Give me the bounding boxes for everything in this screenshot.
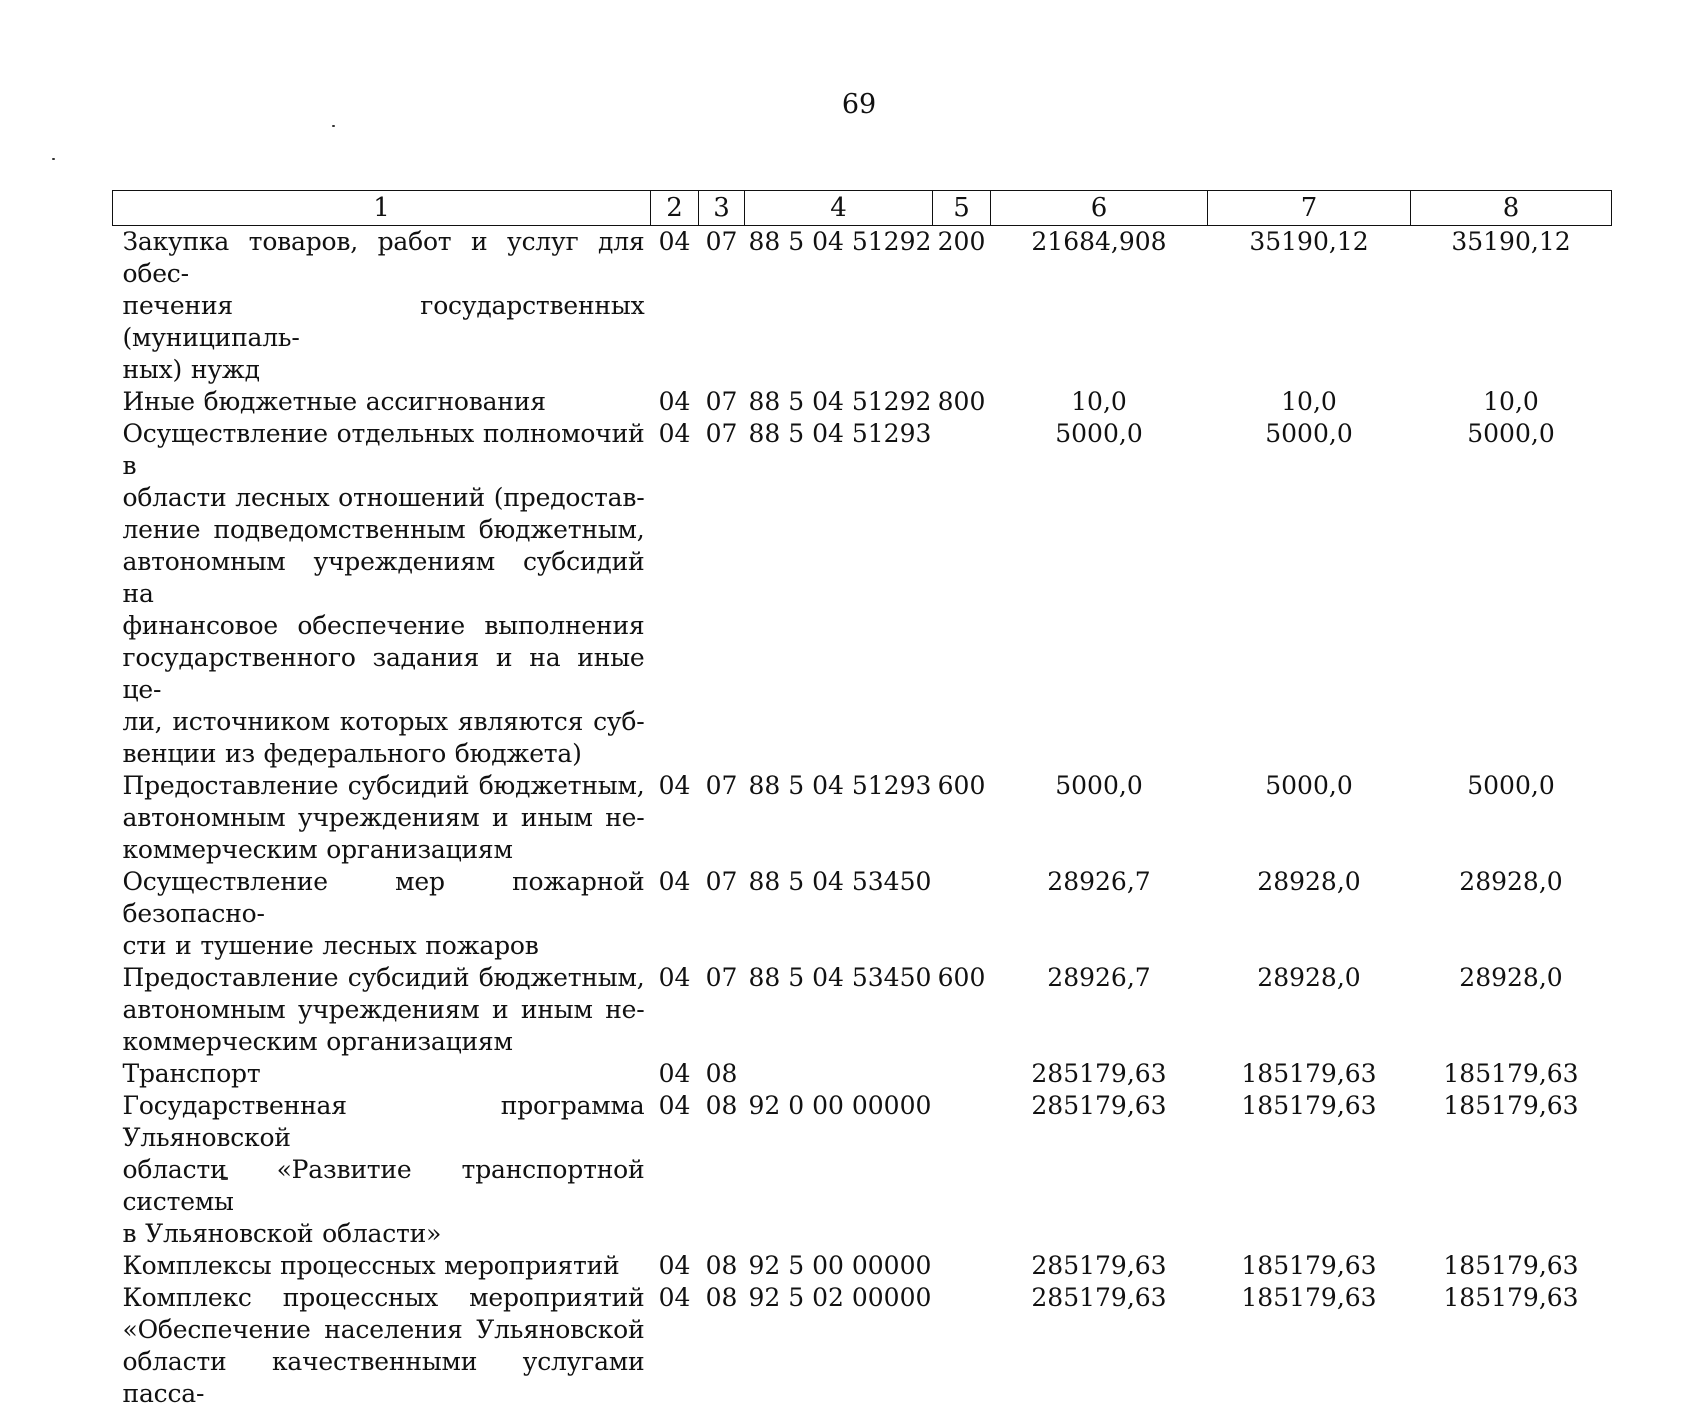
header-cell: 3: [699, 191, 745, 226]
page-number: 69: [0, 90, 1696, 120]
row-name-line: «Обеспечение населения Ульяновской: [123, 1314, 645, 1346]
expense-type-code: 600: [933, 770, 991, 866]
amount-col-8: 185179,63: [1411, 1250, 1612, 1282]
row-name-line: коммерческим организациям: [123, 834, 645, 866]
row-name: [113, 386, 651, 418]
amount-col-6: 5000,0: [991, 770, 1208, 866]
amount-col-8: 185179,63: [1411, 1090, 1612, 1250]
subsection-code: 07: [699, 386, 745, 418]
section-code: 04: [651, 1282, 699, 1410]
row-name-line: финансовое обеспечение выполнения: [123, 610, 645, 642]
amount-col-7: 185179,63: [1208, 1282, 1411, 1410]
amount-col-6: 285179,63: [991, 1250, 1208, 1282]
row-name-line: Предоставление субсидий бюджетным,: [123, 770, 645, 802]
section-code: 04: [651, 1090, 699, 1250]
subsection-code: 07: [699, 418, 745, 770]
budget-table: [112, 190, 1612, 1410]
row-name-line: Предоставление субсидий бюджетным,: [123, 962, 645, 994]
target-article-code: 92 5 02 00000: [745, 1282, 933, 1410]
table-row: [113, 770, 1612, 866]
row-name-line: сти и тушение лесных пожаров: [123, 930, 645, 962]
row-name-line: области лесных отношений (предостав-: [123, 482, 645, 514]
row-name-line: автономным учреждениям субсидий на: [123, 546, 645, 610]
header-cell: 6: [991, 191, 1208, 226]
subsection-code: 08: [699, 1058, 745, 1090]
amount-col-7: 185179,63: [1208, 1250, 1411, 1282]
row-name-line: ных) нужд: [123, 354, 645, 386]
section-code: 04: [651, 962, 699, 1058]
table-row: [113, 962, 1612, 1058]
amount-col-8: 28928,0: [1411, 866, 1612, 962]
row-name-line: автономным учреждениям и иным не-: [123, 802, 645, 834]
row-name-line: ление подведомственным бюджетным,: [123, 514, 645, 546]
amount-col-7: 5000,0: [1208, 770, 1411, 866]
amount-col-8: 28928,0: [1411, 962, 1612, 1058]
table-body: [113, 226, 1612, 1410]
row-name: [113, 1058, 651, 1090]
row-name: [113, 866, 651, 962]
row-name-line: автономным учреждениям и иным не-: [123, 994, 645, 1026]
row-name-line: Закупка товаров, работ и услуг для обес-: [123, 226, 645, 290]
target-article-code: 92 0 00 00000: [745, 1090, 933, 1250]
amount-col-7: 5000,0: [1208, 418, 1411, 770]
expense-type-code: 800: [933, 386, 991, 418]
target-article-code: 92 5 00 00000: [745, 1250, 933, 1282]
table-row: [113, 1058, 1612, 1090]
amount-col-7: 10,0: [1208, 386, 1411, 418]
row-name-line: государственного задания и на иные це-: [123, 642, 645, 706]
row-name: [113, 1090, 651, 1250]
row-name-line: коммерческим организациям: [123, 1026, 645, 1058]
subsection-code: 08: [699, 1090, 745, 1250]
target-article-code: 88 5 04 51292: [745, 386, 933, 418]
row-name-line: Иные бюджетные ассигнования: [123, 386, 645, 418]
row-name-line: Государственная программа Ульяновской: [123, 1090, 645, 1154]
amount-col-6: 5000,0: [991, 418, 1208, 770]
row-name-line: Транспорт: [123, 1058, 645, 1090]
subsection-code: 07: [699, 962, 745, 1058]
target-article-code: [745, 1058, 933, 1090]
section-code: 04: [651, 386, 699, 418]
amount-col-7: 185179,63: [1208, 1058, 1411, 1090]
table-row: [113, 1250, 1612, 1282]
row-name-line: области «Развитие транспортной системы: [123, 1154, 645, 1218]
expense-type-code: [933, 1282, 991, 1410]
row-name-line: печения государственных (муниципаль-: [123, 290, 645, 354]
amount-col-8: 185179,63: [1411, 1282, 1612, 1410]
target-article-code: 88 5 04 53450: [745, 962, 933, 1058]
section-code: 04: [651, 226, 699, 387]
row-name-line: области качественными услугами пасса-: [123, 1346, 645, 1410]
amount-col-7: 185179,63: [1208, 1090, 1411, 1250]
row-name: [113, 1250, 651, 1282]
amount-col-8: 35190,12: [1411, 226, 1612, 387]
amount-col-6: 285179,63: [991, 1282, 1208, 1410]
table-row: [113, 1090, 1612, 1250]
table-row: [113, 386, 1612, 418]
amount-col-8: 5000,0: [1411, 770, 1612, 866]
header-cell: 4: [745, 191, 933, 226]
expense-type-code: [933, 866, 991, 962]
amount-col-6: 21684,908: [991, 226, 1208, 387]
amount-col-7: 28928,0: [1208, 962, 1411, 1058]
header-cell: 8: [1411, 191, 1612, 226]
target-article-code: 88 5 04 53450: [745, 866, 933, 962]
expense-type-code: 600: [933, 962, 991, 1058]
row-name-line: в Ульяновской области»: [123, 1218, 645, 1250]
row-name: [113, 1282, 651, 1410]
header-cell: 2: [651, 191, 699, 226]
row-name: [113, 418, 651, 770]
subsection-code: 08: [699, 1282, 745, 1410]
amount-col-6: 285179,63: [991, 1090, 1208, 1250]
section-code: 04: [651, 1058, 699, 1090]
expense-type-code: [933, 1090, 991, 1250]
scan-speck: [52, 158, 55, 160]
scan-speck: [332, 125, 335, 127]
row-name-line: Осуществление мер пожарной безопасно-: [123, 866, 645, 930]
section-code: 04: [651, 418, 699, 770]
target-article-code: 88 5 04 51292: [745, 226, 933, 387]
target-article-code: 88 5 04 51293: [745, 418, 933, 770]
amount-col-6: 28926,7: [991, 962, 1208, 1058]
row-name-line: Комплекс процессных мероприятий: [123, 1282, 645, 1314]
row-name-line: Осуществление отдельных полномочий в: [123, 418, 645, 482]
amount-col-6: 285179,63: [991, 1058, 1208, 1090]
table-row: [113, 1282, 1612, 1410]
amount-col-6: 10,0: [991, 386, 1208, 418]
amount-col-8: 5000,0: [1411, 418, 1612, 770]
row-name-line: ли, источником которых являются суб-: [123, 706, 645, 738]
expense-type-code: [933, 1058, 991, 1090]
section-code: 04: [651, 770, 699, 866]
row-name: [113, 962, 651, 1058]
row-name-line: венции из федерального бюджета): [123, 738, 645, 770]
amount-col-7: 28928,0: [1208, 866, 1411, 962]
amount-col-8: 10,0: [1411, 386, 1612, 418]
subsection-code: 07: [699, 226, 745, 387]
table-row: [113, 418, 1612, 770]
table-row: [113, 226, 1612, 387]
expense-type-code: [933, 1250, 991, 1282]
amount-col-6: 28926,7: [991, 866, 1208, 962]
subsection-code: 07: [699, 770, 745, 866]
expense-type-code: 200: [933, 226, 991, 387]
row-name: [113, 226, 651, 387]
header-row: [113, 191, 1612, 226]
amount-col-8: 185179,63: [1411, 1058, 1612, 1090]
header-cell: 7: [1208, 191, 1411, 226]
header-cell: 1: [113, 191, 651, 226]
subsection-code: 07: [699, 866, 745, 962]
table-row: [113, 866, 1612, 962]
subsection-code: 08: [699, 1250, 745, 1282]
row-name: [113, 770, 651, 866]
section-code: 04: [651, 866, 699, 962]
section-code: 04: [651, 1250, 699, 1282]
amount-col-7: 35190,12: [1208, 226, 1411, 387]
target-article-code: 88 5 04 51293: [745, 770, 933, 866]
header-cell: 5: [933, 191, 991, 226]
expense-type-code: [933, 418, 991, 770]
row-name-line: Комплексы процессных мероприятий: [123, 1250, 645, 1282]
